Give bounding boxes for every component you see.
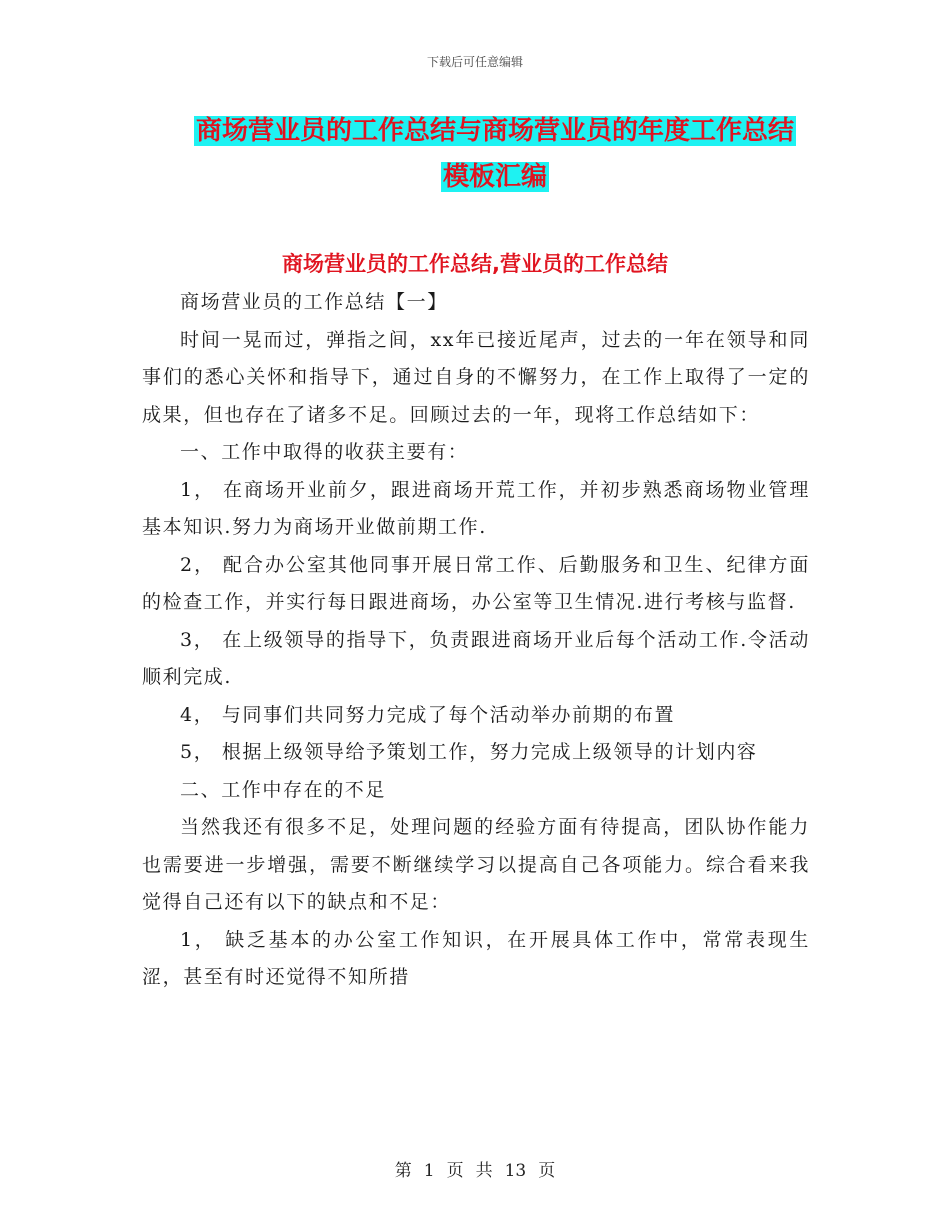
document-title-line-1: 商场营业员的工作总结与商场营业员的年度工作总结 (195, 116, 794, 146)
document-title (140, 108, 850, 200)
paragraph: 商场营业员的工作总结【一】 (180, 291, 448, 313)
paragraph: 1， 缺乏基本的办公室工作知识，在开展具体工作中，常常表现生涩，甚至有时还觉得不知所措 (142, 928, 810, 988)
paragraph: 一、工作中取得的收获主要有： (180, 441, 469, 463)
paragraph: 当然我还有很多不足，处理问题的经验方面有待提高，团队协作能力也需要进一步增强，需要不断继续学习以提高自己各项能力。综合看来我觉得自己还有以下的缺点和不足： (142, 816, 810, 913)
paragraph: 5， 根据上级领导给予策划工作，努力完成上级领导的计划内容 (180, 741, 758, 763)
footer-prefix: 第 (394, 1161, 412, 1181)
paragraph: 4， 与同事们共同努力完成了每个活动举办前期的布置 (180, 703, 676, 726)
page-footer (0, 1156, 950, 1181)
document-title-line-2: 模板汇编 (442, 162, 547, 192)
footer-page-number: 1 (423, 1161, 435, 1181)
section-title: 商场营业员的工作总结,营业员的工作总结 (282, 252, 668, 276)
paragraph: 二、工作中存在的不足 (180, 778, 387, 801)
paragraph: 3， 在上级领导的指导下，负责跟进商场开业后每个活动工作.令活动顺利完成. (142, 628, 810, 688)
paragraph: 2， 配合办公室其他同事开展日常工作、后勤服务和卫生、纪律方面的检查工作，并实行每日跟进商场，办公室等卫生情况.进行考核与监督. (142, 553, 810, 613)
footer-total-word: 共 (475, 1161, 493, 1181)
document-body (142, 284, 810, 997)
footer-page-word: 页 (446, 1161, 464, 1181)
paragraph: 1， 在商场开业前夕，跟进商场开荒工作，并初步熟悉商场物业管理基本知识.努力为商场开业做前期工作. (142, 478, 810, 538)
paragraph: 时间一晃而过，弹指之间，xx年已接近尾声，过去的一年在领导和同事们的悉心关怀和指导下，通过自身的不懈努力，在工作上取得了一定的成果，但也存在了诸多不足。回顾过去的一年，现将工作总结如下： (142, 328, 810, 426)
footer-total-pages: 13 (504, 1161, 527, 1181)
footer-suffix: 页 (538, 1161, 556, 1181)
header-note: 下载后可任意编辑 (426, 55, 523, 69)
